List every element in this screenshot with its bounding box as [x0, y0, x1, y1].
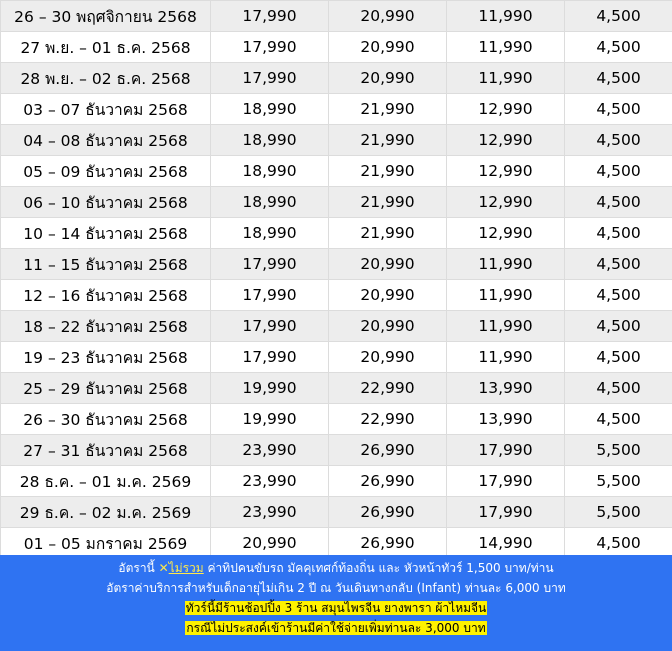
price-cell-3: 11,990 [447, 311, 565, 342]
date-cell: 05 – 09 ธันวาคม 2568 [1, 156, 211, 187]
price-table-body [1, 1, 672, 559]
table-row [1, 466, 672, 497]
price-cell-2: 21,990 [329, 156, 447, 187]
price-cell-2: 21,990 [329, 94, 447, 125]
price-cell-4: 4,500 [565, 404, 672, 435]
price-cell-3: 12,990 [447, 156, 565, 187]
price-cell-1: 17,990 [211, 342, 329, 373]
price-cell-1: 19,990 [211, 373, 329, 404]
table-row [1, 404, 672, 435]
date-cell: 11 – 15 ธันวาคม 2568 [1, 249, 211, 280]
table-row [1, 32, 672, 63]
price-cell-2: 20,990 [329, 1, 447, 32]
date-cell: 25 – 29 ธันวาคม 2568 [1, 373, 211, 404]
price-cell-3: 11,990 [447, 342, 565, 373]
price-cell-1: 17,990 [211, 311, 329, 342]
price-cell-4: 4,500 [565, 32, 672, 63]
price-cell-3: 17,990 [447, 497, 565, 528]
price-cell-2: 20,990 [329, 311, 447, 342]
not-included-label: ไม่รวม [168, 561, 204, 575]
tip-note-prefix: อัตรานี้ [118, 561, 155, 575]
price-cell-4: 5,500 [565, 466, 672, 497]
price-cell-3: 17,990 [447, 466, 565, 497]
shopping-note: ทัวร์นี้มีร้านช้อปปิ้ง 3 ร้าน สมุนไพรจีน ยางพารา ผ้าไหมจีน [185, 601, 487, 615]
price-cell-4: 4,500 [565, 373, 672, 404]
price-cell-4: 4,500 [565, 280, 672, 311]
date-cell: 03 – 07 ธันวาคม 2568 [1, 94, 211, 125]
price-cell-1: 18,990 [211, 125, 329, 156]
price-cell-4: 4,500 [565, 156, 672, 187]
date-cell: 10 – 14 ธันวาคม 2568 [1, 218, 211, 249]
cross-icon: ✕ [158, 561, 169, 575]
date-cell: 18 – 22 ธันวาคม 2568 [1, 311, 211, 342]
date-cell: 01 – 05 มกราคม 2569 [1, 528, 211, 559]
price-cell-1: 23,990 [211, 435, 329, 466]
date-cell: 29 ธ.ค. – 02 ม.ค. 2569 [1, 497, 211, 528]
price-cell-4: 4,500 [565, 63, 672, 94]
table-row [1, 1, 672, 32]
price-cell-4: 4,500 [565, 218, 672, 249]
price-cell-4: 4,500 [565, 249, 672, 280]
price-cell-1: 23,990 [211, 497, 329, 528]
price-cell-4: 5,500 [565, 497, 672, 528]
date-cell: 12 – 16 ธันวาคม 2568 [1, 280, 211, 311]
table-row [1, 311, 672, 342]
table-row [1, 497, 672, 528]
table-row [1, 94, 672, 125]
price-cell-2: 20,990 [329, 63, 447, 94]
price-cell-1: 23,990 [211, 466, 329, 497]
date-cell: 28 พ.ย. – 02 ธ.ค. 2568 [1, 63, 211, 94]
price-cell-4: 4,500 [565, 1, 672, 32]
price-cell-4: 4,500 [565, 187, 672, 218]
price-cell-1: 17,990 [211, 32, 329, 63]
price-cell-3: 13,990 [447, 404, 565, 435]
price-cell-2: 20,990 [329, 249, 447, 280]
price-cell-2: 26,990 [329, 435, 447, 466]
table-row [1, 249, 672, 280]
price-cell-2: 20,990 [329, 32, 447, 63]
price-cell-3: 11,990 [447, 63, 565, 94]
price-cell-1: 17,990 [211, 1, 329, 32]
price-cell-3: 17,990 [447, 435, 565, 466]
price-cell-3: 11,990 [447, 32, 565, 63]
price-cell-3: 12,990 [447, 125, 565, 156]
price-cell-3: 14,990 [447, 528, 565, 559]
infant-note: อัตราค่าบริการสำหรับเด็กอายุไม่เกิน 2 ปี ณ วันเดินทางกลับ (Infant) ท่านละ 6,000 บาท [106, 581, 566, 595]
date-cell: 19 – 23 ธันวาคม 2568 [1, 342, 211, 373]
table-row [1, 342, 672, 373]
price-cell-1: 18,990 [211, 218, 329, 249]
table-row [1, 187, 672, 218]
price-cell-2: 26,990 [329, 497, 447, 528]
price-cell-2: 21,990 [329, 218, 447, 249]
date-cell: 06 – 10 ธันวาคม 2568 [1, 187, 211, 218]
price-cell-1: 18,990 [211, 94, 329, 125]
table-row [1, 435, 672, 466]
price-cell-3: 11,990 [447, 280, 565, 311]
conditions-footer [0, 555, 672, 651]
table-row [1, 218, 672, 249]
price-cell-2: 21,990 [329, 187, 447, 218]
price-cell-4: 4,500 [565, 342, 672, 373]
date-cell: 27 พ.ย. – 01 ธ.ค. 2568 [1, 32, 211, 63]
price-cell-3: 12,990 [447, 94, 565, 125]
table-row [1, 156, 672, 187]
table-row [1, 125, 672, 156]
table-row [1, 280, 672, 311]
table-row [1, 63, 672, 94]
price-cell-2: 20,990 [329, 342, 447, 373]
price-cell-4: 5,500 [565, 435, 672, 466]
price-cell-1: 17,990 [211, 280, 329, 311]
price-cell-1: 20,990 [211, 528, 329, 559]
date-cell: 26 – 30 พฤศจิกายน 2568 [1, 1, 211, 32]
price-cell-2: 20,990 [329, 280, 447, 311]
price-cell-3: 12,990 [447, 187, 565, 218]
table-row [1, 528, 672, 559]
price-cell-1: 17,990 [211, 63, 329, 94]
price-cell-1: 19,990 [211, 404, 329, 435]
tip-note [0, 558, 672, 578]
price-cell-4: 4,500 [565, 125, 672, 156]
price-cell-1: 18,990 [211, 156, 329, 187]
price-cell-3: 11,990 [447, 249, 565, 280]
price-cell-3: 13,990 [447, 373, 565, 404]
price-cell-2: 22,990 [329, 373, 447, 404]
price-cell-2: 26,990 [329, 528, 447, 559]
price-cell-4: 4,500 [565, 528, 672, 559]
price-cell-3: 12,990 [447, 218, 565, 249]
table-row [1, 373, 672, 404]
tip-note-text: ค่าทิปคนขับรถ มัคคุเทศก์ท้องถิ่น และ หัวหน้าทัวร์ 1,500 บาท/ท่าน [207, 561, 554, 575]
price-cell-2: 26,990 [329, 466, 447, 497]
date-cell: 26 – 30 ธันวาคม 2568 [1, 404, 211, 435]
price-cell-2: 21,990 [329, 125, 447, 156]
price-cell-1: 18,990 [211, 187, 329, 218]
price-cell-1: 17,990 [211, 249, 329, 280]
price-cell-2: 22,990 [329, 404, 447, 435]
price-cell-3: 11,990 [447, 1, 565, 32]
shopping-fee-note: กรณีไม่ประสงค์เข้าร้านมีค่าใช้จ่ายเพิ่มท่านละ 3,000 บาท [186, 621, 486, 635]
price-cell-4: 4,500 [565, 311, 672, 342]
date-cell: 27 – 31 ธันวาคม 2568 [1, 435, 211, 466]
date-cell: 04 – 08 ธันวาคม 2568 [1, 125, 211, 156]
date-cell: 28 ธ.ค. – 01 ม.ค. 2569 [1, 466, 211, 497]
price-cell-4: 4,500 [565, 94, 672, 125]
